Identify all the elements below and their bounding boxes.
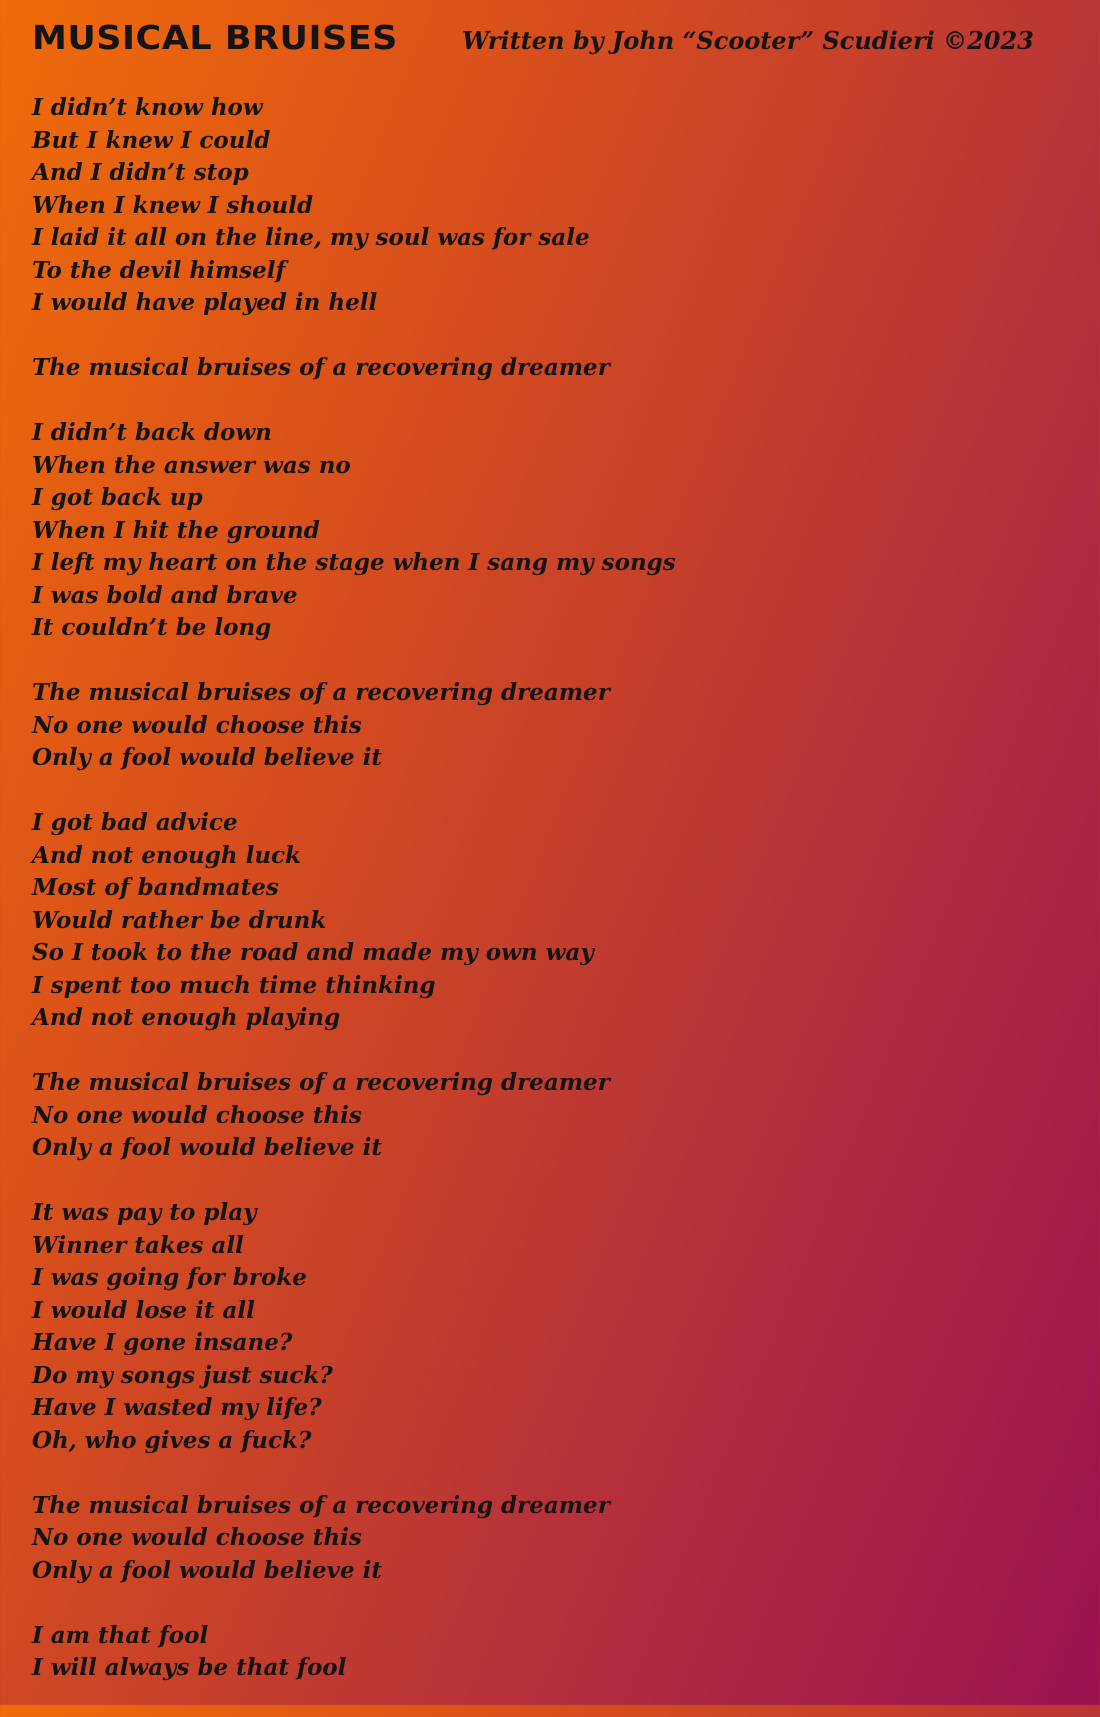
lyric-line: Only a fool would believe it — [32, 1134, 382, 1161]
lyric-line: When I hit the ground — [32, 516, 320, 544]
lyric-line: I was bold and brave — [32, 581, 298, 609]
lyric-line: The musical bruises of a recovering dreamer — [32, 1491, 610, 1519]
lyric-line: Would rather be drunk — [32, 906, 327, 934]
lyric-line: The musical bruises of a recovering dreamer — [32, 1069, 610, 1096]
stanza — [32, 1197, 1080, 1457]
lyric-line: So I took to the road and made my own way — [32, 939, 594, 966]
lyric-line: It was pay to play — [32, 1199, 257, 1226]
lyric-line: I got back up — [32, 484, 203, 511]
lyric-line: Have I gone insane? — [32, 1329, 293, 1356]
lyric-line: No one would choose this — [32, 1101, 362, 1129]
lyric-line: I didn’t back down — [32, 419, 272, 446]
lyric-line: I got bad advice — [32, 809, 238, 836]
header — [32, 14, 1080, 60]
lyric-line: I left my heart on the stage when I sang my songs — [32, 549, 676, 576]
lyric-line: I spent too much time thinking — [32, 971, 436, 999]
lyric-line: The musical bruises of a recovering dreamer — [32, 354, 610, 381]
lyric-line: And not enough luck — [32, 841, 301, 869]
lyric-line: No one would choose this — [32, 1524, 362, 1551]
lyric-line: Winner takes all — [32, 1231, 244, 1259]
lyric-line: Oh, who gives a fuck? — [32, 1426, 312, 1454]
song-title: MUSICAL BRUISES — [32, 18, 398, 57]
lyric-line: Only a fool would believe it — [32, 744, 382, 771]
lyric-line: When I knew I should — [32, 191, 314, 219]
lyric-line: But I knew I could — [32, 126, 271, 154]
lyric-line: I laid it all on the line, my soul was for sale — [32, 224, 590, 251]
lyric-line: Only a fool would believe it — [32, 1556, 382, 1584]
closing-stanza — [32, 1620, 1080, 1685]
lyric-line: Most of bandmates — [32, 874, 279, 901]
chorus-stanza — [32, 1067, 1080, 1165]
lyric-line: And I didn’t stop — [32, 159, 249, 186]
lyric-line: I would lose it all — [32, 1296, 255, 1324]
lyric-line: It couldn’t be long — [32, 614, 272, 641]
lyric-line: The musical bruises of a recovering dreamer — [32, 679, 610, 706]
stanza — [32, 807, 1080, 1035]
author-credit: Written by John “Scooter” Scudieri ©2023 — [462, 26, 1034, 55]
lyrics-body — [32, 92, 1080, 1717]
lyric-line: I didn’t know how — [32, 94, 263, 121]
lyric-line: Have I wasted my life? — [32, 1394, 322, 1421]
lyric-line: I would have played in hell — [32, 289, 378, 316]
chorus-stanza — [32, 1490, 1080, 1588]
lyric-line: Do my songs just suck? — [32, 1361, 333, 1389]
lyric-line: When the answer was no — [32, 451, 351, 479]
lyric-line: I am that fool — [32, 1621, 209, 1649]
chorus-stanza — [32, 677, 1080, 775]
chorus-stanza — [32, 352, 1080, 385]
lyric-line: To the devil himself — [32, 256, 286, 284]
stanza — [32, 417, 1080, 645]
lyric-line: I was going for broke — [32, 1264, 307, 1291]
lyric-line: I will always be that fool — [32, 1654, 347, 1681]
lyric-line: And not enough playing — [32, 1004, 341, 1031]
lyric-line: No one would choose this — [32, 711, 362, 739]
stanza — [32, 92, 1080, 320]
